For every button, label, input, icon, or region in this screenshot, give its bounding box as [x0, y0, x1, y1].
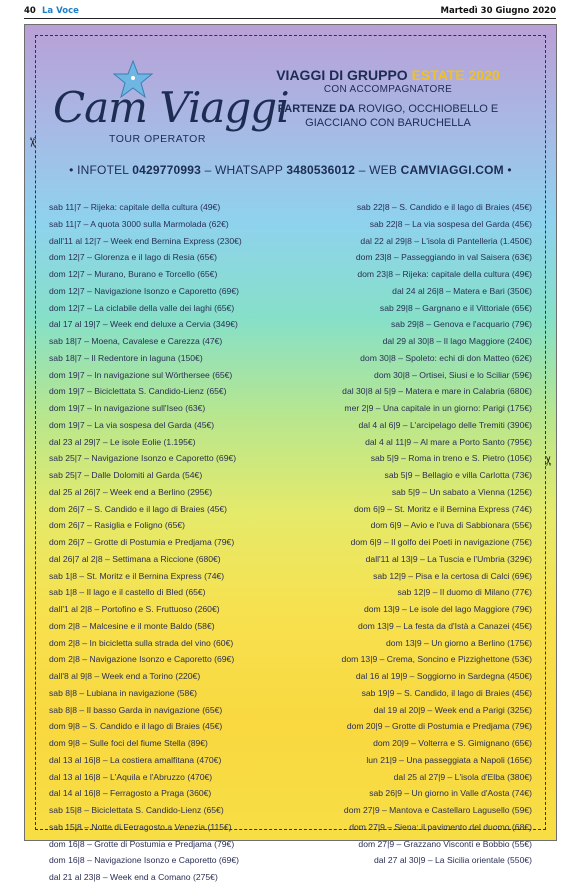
web-label: WEB: [369, 163, 398, 177]
ad-title: [249, 67, 527, 83]
departures: [249, 102, 527, 130]
trip-item: sab 8|8 – Lubiana in navigazione (58€): [49, 687, 197, 698]
trip-item: dom 6|9 – Avio e l'uva di Sabbionara (55€): [370, 520, 532, 531]
trip-item: dom 19|7 – Biciclettata S. Candido-Lienz (65€): [49, 386, 227, 397]
trip-item: sab 12|9 – Pisa e la certosa di Calci (69€): [373, 570, 532, 581]
trip-item: dall'1 al 2|8 – Portofino e S. Fruttuoso (260€): [49, 604, 220, 614]
issue-date: Martedì 30 Giugno 2020: [440, 6, 556, 16]
trip-item: dal 26|7 al 2|8 – Settimana a Riccione (680€): [49, 553, 221, 564]
trip-item: sab 15|8 – Notte di Ferragosto a Venezia (115€): [49, 821, 232, 832]
logo-tagline: TOUR OPERATOR: [109, 133, 206, 145]
trip-item: sab 5|9 – Un sabato a Vienna (125€): [391, 486, 532, 497]
trip-item: dal 25 al 27|9 – L'isola d'Elba (380€): [393, 771, 532, 782]
trip-list-left: [49, 199, 299, 886]
trip-item: dom 12|7 – La ciclabile della valle dei laghi (65€): [49, 302, 235, 313]
camviaggi-logo: [53, 59, 289, 149]
trip-item: sab 22|8 – S. Candido e il lago di Braies (45€): [356, 202, 532, 212]
trip-item: dom 27|9 – Grazzano Visconti e Bobbio (55€): [358, 838, 532, 849]
trip-item: dom 12|7 – Murano, Burano e Torcello (65€): [49, 269, 218, 279]
trip-item: dom 2|8 – Navigazione Isonzo e Caporetto (69€): [49, 654, 235, 665]
trip-item: dom 19|7 – La via sospesa del Garda (45€): [49, 419, 215, 430]
trip-item: dom 26|7 – Grotte di Postumia e Predjama (79€): [49, 537, 235, 547]
trip-item: dal 13 al 16|8 – L'Aquila e l'Abruzzo (470€): [49, 771, 213, 782]
trip-item: dal 27 al 30|9 – La Sicilia orientale (550€): [374, 855, 532, 866]
trip-item: dom 13|9 – La festa da d'Istà a Canazei (45€): [358, 620, 532, 631]
trip-item: lun 21|9 – Una passeggiata a Napoli (165€): [366, 754, 532, 765]
phone-number[interactable]: 0429770993: [132, 163, 202, 177]
page-number: 40: [24, 6, 36, 16]
trip-item: dom 16|8 – Grotte di Postumia e Predjama (79€): [49, 838, 235, 849]
trip-list-right: [295, 199, 532, 869]
trip-item: dall'11 al 13|9 – La Tuscia e l'Umbria (329€): [365, 553, 532, 564]
page-header: [24, 4, 556, 19]
trip-item: sab 15|8 – Biciclettata S. Candido-Lienz (65€): [49, 805, 224, 815]
trip-item: dom 6|9 – Il golfo dei Poeti in navigazione (75€): [350, 537, 532, 547]
trip-item: dal 22 al 29|8 – L'isola di Pantelleria (1.450€): [360, 235, 532, 246]
trip-item: sab 25|7 – Navigazione Isonzo e Caporetto (69€): [49, 453, 237, 464]
trip-item: dom 26|7 – S. Candido e il lago di Braies (45€): [49, 503, 228, 514]
trip-item: dal 25 al 26|7 – Week end a Berlino (295€): [49, 486, 213, 497]
scissors-icon: ✂: [542, 455, 558, 466]
travel-advertisement: [23, 24, 558, 882]
trip-item: dom 9|8 – Sulle foci del fiume Stella (89€): [49, 738, 208, 748]
trip-item: mer 2|9 – Una capitale in un giorno: Parigi (175€): [344, 403, 532, 413]
whatsapp-number[interactable]: 3480536012: [286, 163, 356, 177]
trip-item: dal 21 al 23|8 – Week end a Comano (275€): [49, 872, 218, 882]
trip-item: sab 11|7 – Rijeka: capitale della cultura (49€): [49, 202, 221, 212]
trip-item: sab 5|9 – Roma in treno e S. Pietro (105€): [370, 453, 532, 464]
trip-item: sab 19|9 – S. Candido, il lago di Braies (45€): [361, 687, 532, 698]
headline-block: [249, 67, 527, 130]
trip-item: dom 23|8 – Passeggiando in val Saisera (63€): [355, 252, 532, 263]
trip-item: sab 1|8 – St. Moritz e il Bernina Express (74€): [49, 570, 225, 581]
scissors-icon: ✂: [23, 137, 39, 148]
publication-name: La Voce: [42, 6, 79, 16]
trip-item: dall'8 al 9|8 – Week end a Torino (220€): [49, 671, 201, 681]
trip-item: sab 18|7 – Moena, Cavalese e Carezza (47€): [49, 336, 223, 346]
departures-line1: ROVIGO, OCCHIOBELLO E: [358, 103, 499, 115]
trip-item: dal 13 al 16|8 – La costiera amalfitana (470€): [49, 754, 222, 765]
trip-item: sab 18|7 – Il Redentore in laguna (150€): [49, 352, 203, 363]
trip-item: dal 24 al 26|8 – Matera e Bari (350€): [392, 285, 532, 296]
logo-wordmark: Cam Viaggi: [53, 83, 289, 132]
trip-item: dal 30|8 al 5|9 – Matera e mare in Calabria (680€): [342, 386, 532, 397]
trip-item: dom 30|8 – Spoleto: echi di don Matteo (62€): [360, 352, 532, 363]
trip-item: sab 12|9 – Il duomo di Milano (77€): [397, 587, 532, 598]
trip-item: dom 19|7 – In navigazione sull'Iseo (63€): [49, 403, 206, 413]
website-link[interactable]: CAMVIAGGI.COM: [400, 163, 504, 177]
title-accent: ESTATE 2020: [411, 67, 500, 83]
trip-item: dal 16 al 19|9 – Soggiorno in Sardegna (450€): [355, 671, 532, 681]
trip-item: dom 2|8 – Malcesine e il monte Baldo (58€): [49, 620, 215, 631]
trip-item: sab 29|8 – Genova e l'acquario (79€): [391, 319, 532, 330]
trip-item: sab 8|8 – Il basso Garda in navigazione (65€): [49, 704, 223, 715]
trip-item: dal 4 al 11|9 – Al mare a Porto Santo (795€): [365, 436, 532, 447]
trip-item: dal 17 al 19|7 – Week end deluxe a Cervia (349€): [49, 319, 238, 330]
trip-item: dal 4 al 6|9 – L'arcipelago delle Tremiti (390€): [358, 419, 532, 430]
trip-item: dall'11 al 12|7 – Week end Bernina Express (230€): [49, 235, 242, 246]
trip-item: dal 19 al 20|9 – Week end a Parigi (325€): [373, 704, 532, 715]
trip-item: dal 29 al 30|8 – Il lago Maggiore (240€): [382, 336, 532, 346]
trip-item: dom 20|9 – Volterra e S. Gimignano (65€): [373, 738, 532, 748]
trip-item: dom 9|8 – S. Candido e il lago di Braies (45€): [49, 721, 223, 732]
trip-item: dom 13|9 – Un giorno a Berlino (175€): [385, 637, 532, 648]
trip-item: dom 20|9 – Grotte di Postumia e Predjama (79€): [346, 721, 532, 732]
trip-item: dom 12|7 – Glorenza e il lago di Resia (65€): [49, 252, 217, 263]
trip-item: dom 30|8 – Ortisei, Siusi e lo Sciliar (59€): [374, 369, 532, 380]
departures-label: PARTENZE DA: [277, 103, 356, 115]
trip-item: dom 2|8 – In bicicletta sulla strada del vino (60€): [49, 637, 234, 648]
trip-item: dom 13|9 – Crema, Soncino e Pizzighettone (53€): [341, 654, 532, 665]
trip-item: sab 26|9 – Un giorno in Valle d'Aosta (74€): [369, 788, 532, 799]
trip-item: dom 6|9 – St. Moritz e il Bernina Express (74€): [353, 503, 532, 514]
trip-item: dal 14 al 16|8 – Ferragosto a Praga (360€): [49, 788, 212, 799]
trip-item: sab 11|7 – A quota 3000 sulla Marmolada (62€): [49, 218, 229, 229]
trip-item: dal 23 al 29|7 – Le isole Eolie (1.195€): [49, 436, 196, 447]
whatsapp-label: WHATSAPP: [215, 163, 283, 177]
trip-item: sab 1|8 – Il lago e il castello di Bled (65€): [49, 587, 206, 598]
trip-item: dom 26|7 – Rasiglia e Foligno (65€): [49, 520, 185, 531]
trip-item: dom 13|9 – Le isole del lago Maggiore (79€): [363, 604, 532, 614]
departures-line2: GIACCIANO CON BARUCHELLA: [305, 117, 471, 129]
trip-item: sab 22|8 – La via sospesa del Garda (45€): [369, 218, 532, 229]
trip-item: dom 27|9 – Mantova e Castellaro Lagusello (59€): [343, 805, 532, 815]
title-main: VIAGGI DI GRUPPO: [276, 67, 408, 83]
trip-item: dom 27|9 – Siena: il pavimento del duomo (68€): [349, 821, 532, 832]
contact-line: • INFOTEL 0429770993 – WHATSAPP 3480536012 – WEB CAMVIAGGI.COM •: [69, 163, 512, 177]
trip-item: sab 25|7 – Dalle Dolomiti al Garda (54€): [49, 470, 203, 480]
trip-item: sab 29|8 – Gargnano e il Vittoriale (65€): [379, 302, 532, 313]
trip-item: sab 5|9 – Bellagio e villa Carlotta (73€): [384, 470, 532, 480]
infotel-label: INFOTEL: [77, 163, 129, 177]
trip-item: dom 16|8 – Navigazione Isonzo e Caporetto (69€): [49, 855, 239, 866]
trip-item: dom 23|8 – Rijeka: capitale della cultura (49€): [357, 269, 532, 279]
trip-item: dom 12|7 – Navigazione Isonzo e Caporetto (69€): [49, 285, 239, 296]
ad-subtitle: CON ACCOMPAGNATORE: [323, 84, 453, 95]
trip-item: dom 19|7 – In navigazione sul Wörthersee (65€): [49, 369, 233, 380]
